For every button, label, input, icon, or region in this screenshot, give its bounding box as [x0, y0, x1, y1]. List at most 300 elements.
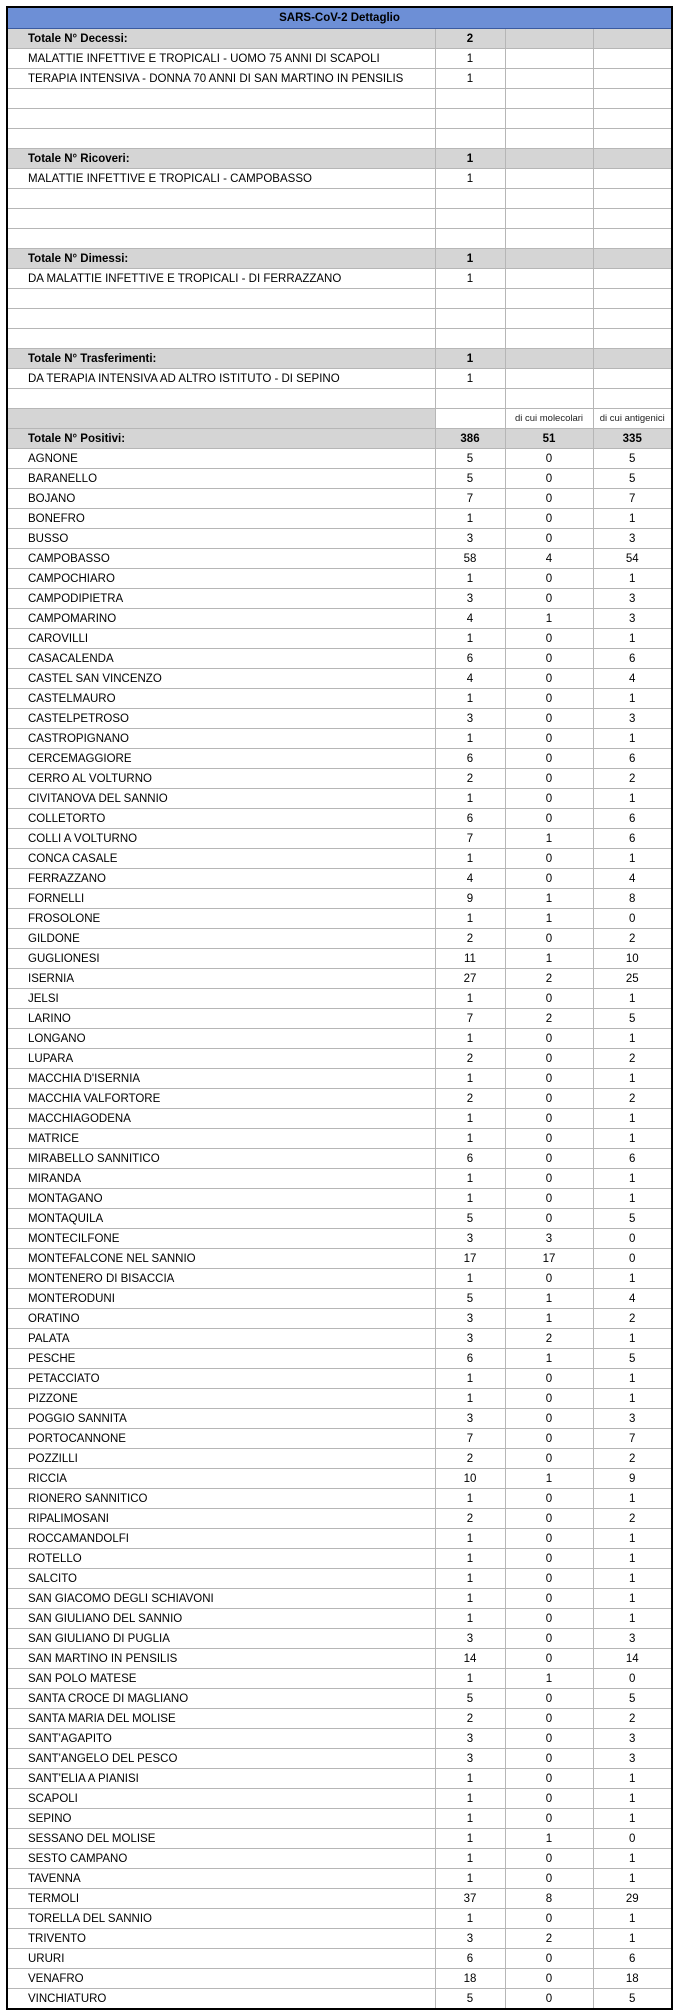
empty-cell — [505, 369, 593, 389]
empty-cell — [7, 409, 435, 429]
blank-row — [7, 389, 672, 409]
item-description: TERAPIA INTENSIVA - DONNA 70 ANNI DI SAN MARTINO IN PENSILIS — [7, 69, 435, 89]
municipality-name: CASTEL SAN VINCENZO — [7, 669, 435, 689]
municipality-row — [7, 909, 672, 929]
empty-cell — [7, 329, 435, 349]
municipality-row — [7, 1889, 672, 1909]
municipality-name: CERRO AL VOLTURNO — [7, 769, 435, 789]
municipality-name: RIPALIMOSANI — [7, 1509, 435, 1529]
positive-count: 37 — [435, 1889, 505, 1909]
antigenic-count: 5 — [593, 1689, 672, 1709]
municipality-name: VENAFRO — [7, 1969, 435, 1989]
municipality-row — [7, 1609, 672, 1629]
blank-row — [7, 189, 672, 209]
municipality-row — [7, 1849, 672, 1869]
municipality-name: MACCHIA VALFORTORE — [7, 1089, 435, 1109]
empty-cell — [593, 49, 672, 69]
municipality-row — [7, 1329, 672, 1349]
empty-cell — [7, 229, 435, 249]
molecular-count: 2 — [505, 969, 593, 989]
empty-cell — [593, 389, 672, 409]
molecular-count: 0 — [505, 1809, 593, 1829]
antigenic-count: 25 — [593, 969, 672, 989]
municipality-row — [7, 1109, 672, 1129]
municipality-row — [7, 1049, 672, 1069]
municipality-name: CAMPOMARINO — [7, 609, 435, 629]
molecular-count: 1 — [505, 1669, 593, 1689]
antigenic-count: 1 — [593, 569, 672, 589]
municipality-row — [7, 749, 672, 769]
municipality-row — [7, 1929, 672, 1949]
molecular-count: 0 — [505, 569, 593, 589]
antigenic-count: 1 — [593, 1169, 672, 1189]
municipality-row — [7, 629, 672, 649]
municipality-row — [7, 809, 672, 829]
molecular-count: 0 — [505, 1509, 593, 1529]
empty-cell — [435, 189, 505, 209]
antigenic-count: 1 — [593, 1389, 672, 1409]
antigenic-count: 8 — [593, 889, 672, 909]
molecular-count: 3 — [505, 1229, 593, 1249]
molecular-count: 0 — [505, 1709, 593, 1729]
positivi-header-row — [7, 429, 672, 449]
molecular-count: 0 — [505, 1909, 593, 1929]
section-total: 2 — [435, 29, 505, 49]
section-total: 1 — [435, 349, 505, 369]
municipality-row — [7, 1569, 672, 1589]
positive-count: 1 — [435, 1669, 505, 1689]
molecular-count: 0 — [505, 1689, 593, 1709]
positive-count: 1 — [435, 1109, 505, 1129]
antigenic-count: 1 — [593, 689, 672, 709]
positive-count: 2 — [435, 1709, 505, 1729]
item-count: 1 — [435, 69, 505, 89]
empty-cell — [593, 29, 672, 49]
positive-count: 7 — [435, 1009, 505, 1029]
antigenic-count: 7 — [593, 1429, 672, 1449]
municipality-row — [7, 1989, 672, 2010]
empty-cell — [593, 69, 672, 89]
municipality-row — [7, 1729, 672, 1749]
section-total: 1 — [435, 249, 505, 269]
positivi-molecolari-total: 51 — [505, 429, 593, 449]
municipality-name: AGNONE — [7, 449, 435, 469]
molecular-count: 0 — [505, 1029, 593, 1049]
empty-cell — [505, 209, 593, 229]
molecular-count: 0 — [505, 509, 593, 529]
molecular-count: 17 — [505, 1249, 593, 1269]
antigenic-count: 4 — [593, 1289, 672, 1309]
municipality-name: SAN MARTINO IN PENSILIS — [7, 1649, 435, 1669]
municipality-name: MIRANDA — [7, 1169, 435, 1189]
molecular-count: 0 — [505, 929, 593, 949]
empty-cell — [593, 169, 672, 189]
empty-cell — [435, 289, 505, 309]
antigenic-count: 6 — [593, 649, 672, 669]
antigenic-count: 1 — [593, 1189, 672, 1209]
antigenic-count: 3 — [593, 1749, 672, 1769]
municipality-name: SANT'AGAPITO — [7, 1729, 435, 1749]
antigenic-count: 5 — [593, 1989, 672, 2010]
antigenic-count: 3 — [593, 709, 672, 729]
municipality-row — [7, 1709, 672, 1729]
empty-cell — [435, 409, 505, 429]
municipality-row — [7, 1869, 672, 1889]
municipality-name: CERCEMAGGIORE — [7, 749, 435, 769]
positive-count: 7 — [435, 1429, 505, 1449]
molecular-count: 0 — [505, 729, 593, 749]
molecular-count: 0 — [505, 1789, 593, 1809]
molecular-count: 2 — [505, 1929, 593, 1949]
section-header-row — [7, 29, 672, 49]
municipality-row — [7, 1269, 672, 1289]
municipality-name: JELSI — [7, 989, 435, 1009]
municipality-row — [7, 649, 672, 669]
positive-count: 7 — [435, 489, 505, 509]
municipality-name: MACCHIA D'ISERNIA — [7, 1069, 435, 1089]
positive-count: 2 — [435, 1089, 505, 1109]
municipality-name: BARANELLO — [7, 469, 435, 489]
empty-cell — [505, 169, 593, 189]
antigenic-count: 3 — [593, 529, 672, 549]
molecular-count: 0 — [505, 1649, 593, 1669]
empty-cell — [505, 269, 593, 289]
blank-row — [7, 209, 672, 229]
municipality-name: PESCHE — [7, 1349, 435, 1369]
positive-count: 5 — [435, 1209, 505, 1229]
antigenic-count: 4 — [593, 669, 672, 689]
antigenic-count: 29 — [593, 1889, 672, 1909]
positive-count: 2 — [435, 929, 505, 949]
empty-cell — [7, 129, 435, 149]
municipality-name: PORTOCANNONE — [7, 1429, 435, 1449]
municipality-row — [7, 1749, 672, 1769]
positive-count: 11 — [435, 949, 505, 969]
municipality-name: CIVITANOVA DEL SANNIO — [7, 789, 435, 809]
municipality-row — [7, 1129, 672, 1149]
antigenic-count: 1 — [593, 729, 672, 749]
municipality-name: TORELLA DEL SANNIO — [7, 1909, 435, 1929]
antigenic-count: 9 — [593, 1469, 672, 1489]
positive-count: 3 — [435, 1309, 505, 1329]
molecular-count: 0 — [505, 449, 593, 469]
municipality-name: PALATA — [7, 1329, 435, 1349]
molecular-count: 0 — [505, 1769, 593, 1789]
blank-row — [7, 309, 672, 329]
municipality-row — [7, 1009, 672, 1029]
municipality-row — [7, 1369, 672, 1389]
antigenic-count: 2 — [593, 1309, 672, 1329]
empty-cell — [7, 89, 435, 109]
municipality-name: SANTA CROCE DI MAGLIANO — [7, 1689, 435, 1709]
municipality-row — [7, 929, 672, 949]
municipality-name: TRIVENTO — [7, 1929, 435, 1949]
municipality-row — [7, 609, 672, 629]
municipality-row — [7, 489, 672, 509]
antigenic-count: 5 — [593, 1009, 672, 1029]
municipality-row — [7, 449, 672, 469]
empty-cell — [505, 69, 593, 89]
antigenic-count: 5 — [593, 1349, 672, 1369]
positive-count: 1 — [435, 1569, 505, 1589]
molecular-count: 0 — [505, 1529, 593, 1549]
municipality-row — [7, 849, 672, 869]
molecular-count: 1 — [505, 1349, 593, 1369]
section-item-row — [7, 49, 672, 69]
empty-cell — [7, 109, 435, 129]
positive-count: 10 — [435, 1469, 505, 1489]
municipality-name: BUSSO — [7, 529, 435, 549]
municipality-name: MONTENERO DI BISACCIA — [7, 1269, 435, 1289]
antigenic-count: 4 — [593, 869, 672, 889]
empty-cell — [505, 89, 593, 109]
molecular-count: 2 — [505, 1329, 593, 1349]
municipality-row — [7, 1089, 672, 1109]
empty-cell — [593, 309, 672, 329]
municipality-name: SAN POLO MATESE — [7, 1669, 435, 1689]
empty-cell — [505, 349, 593, 369]
positive-count: 1 — [435, 909, 505, 929]
municipality-name: SAN GIULIANO DEL SANNIO — [7, 1609, 435, 1629]
empty-cell — [505, 29, 593, 49]
positive-count: 3 — [435, 1929, 505, 1949]
antigenic-count: 6 — [593, 1149, 672, 1169]
empty-cell — [435, 129, 505, 149]
positive-count: 1 — [435, 1789, 505, 1809]
municipality-name: URURI — [7, 1949, 435, 1969]
empty-cell — [593, 129, 672, 149]
municipality-name: LARINO — [7, 1009, 435, 1029]
municipality-name: SEPINO — [7, 1809, 435, 1829]
report-table-body — [7, 7, 672, 2009]
molecular-count: 0 — [505, 649, 593, 669]
municipality-name: ISERNIA — [7, 969, 435, 989]
molecular-count: 0 — [505, 709, 593, 729]
positive-count: 1 — [435, 629, 505, 649]
antigenic-count: 5 — [593, 449, 672, 469]
antigenic-count: 1 — [593, 1909, 672, 1929]
molecular-count: 0 — [505, 1869, 593, 1889]
municipality-name: COLLI A VOLTURNO — [7, 829, 435, 849]
municipality-name: CAMPOBASSO — [7, 549, 435, 569]
municipality-row — [7, 1249, 672, 1269]
section-header-row — [7, 149, 672, 169]
section-label: Totale N° Dimessi: — [7, 249, 435, 269]
item-count: 1 — [435, 49, 505, 69]
antigenic-count: 1 — [593, 1849, 672, 1869]
positive-count: 1 — [435, 1609, 505, 1629]
molecular-count: 0 — [505, 1569, 593, 1589]
antigenic-count: 2 — [593, 1049, 672, 1069]
municipality-row — [7, 1209, 672, 1229]
positive-count: 3 — [435, 1729, 505, 1749]
municipality-row — [7, 969, 672, 989]
antigenic-count: 2 — [593, 1089, 672, 1109]
antigenic-count: 1 — [593, 1329, 672, 1349]
empty-cell — [505, 249, 593, 269]
empty-cell — [505, 189, 593, 209]
municipality-name: ORATINO — [7, 1309, 435, 1329]
antigenic-count: 1 — [593, 1769, 672, 1789]
empty-cell — [593, 349, 672, 369]
report-sheet — [6, 6, 671, 2010]
municipality-row — [7, 1389, 672, 1409]
municipality-name: SANTA MARIA DEL MOLISE — [7, 1709, 435, 1729]
molecular-count: 4 — [505, 549, 593, 569]
empty-cell — [7, 309, 435, 329]
section-label: Totale N° Decessi: — [7, 29, 435, 49]
positive-count: 2 — [435, 1509, 505, 1529]
municipality-row — [7, 509, 672, 529]
antigenic-count: 1 — [593, 1129, 672, 1149]
empty-cell — [435, 109, 505, 129]
item-description: DA TERAPIA INTENSIVA AD ALTRO ISTITUTO - DI SEPINO — [7, 369, 435, 389]
molecular-count: 0 — [505, 989, 593, 1009]
municipality-name: ROCCAMANDOLFI — [7, 1529, 435, 1549]
antigenic-count: 5 — [593, 469, 672, 489]
positive-count: 2 — [435, 769, 505, 789]
municipality-row — [7, 869, 672, 889]
positive-count: 1 — [435, 1489, 505, 1509]
antigenic-count: 1 — [593, 1569, 672, 1589]
molecular-count: 0 — [505, 629, 593, 649]
molecular-count: 0 — [505, 1389, 593, 1409]
municipality-row — [7, 729, 672, 749]
positivi-antigenici-total: 335 — [593, 429, 672, 449]
municipality-row — [7, 789, 672, 809]
molecular-count: 0 — [505, 1749, 593, 1769]
municipality-name: ROTELLO — [7, 1549, 435, 1569]
antigenic-count: 3 — [593, 609, 672, 629]
municipality-name: POZZILLI — [7, 1449, 435, 1469]
municipality-name: POGGIO SANNITA — [7, 1409, 435, 1429]
empty-cell — [505, 289, 593, 309]
municipality-row — [7, 1669, 672, 1689]
molecular-count: 1 — [505, 1289, 593, 1309]
antigenic-count: 1 — [593, 789, 672, 809]
municipality-name: CASTELMAURO — [7, 689, 435, 709]
antigenic-count: 1 — [593, 1029, 672, 1049]
positive-count: 1 — [435, 729, 505, 749]
positive-count: 4 — [435, 869, 505, 889]
empty-cell — [435, 89, 505, 109]
molecular-count: 0 — [505, 1049, 593, 1069]
report-title: SARS-CoV-2 Dettaglio — [7, 7, 672, 29]
molecular-count: 0 — [505, 1989, 593, 2010]
section-header-row — [7, 249, 672, 269]
positive-count: 1 — [435, 1549, 505, 1569]
empty-cell — [505, 149, 593, 169]
municipality-name: PIZZONE — [7, 1389, 435, 1409]
municipality-row — [7, 569, 672, 589]
antigenic-count: 1 — [593, 1489, 672, 1509]
antigenic-count: 1 — [593, 509, 672, 529]
municipality-name: SALCITO — [7, 1569, 435, 1589]
municipality-name: GILDONE — [7, 929, 435, 949]
antigenic-count: 2 — [593, 769, 672, 789]
municipality-name: GUGLIONESI — [7, 949, 435, 969]
empty-cell — [505, 389, 593, 409]
blank-row — [7, 289, 672, 309]
molecular-count: 0 — [505, 1549, 593, 1569]
municipality-row — [7, 1589, 672, 1609]
positive-count: 5 — [435, 1689, 505, 1709]
municipality-row — [7, 549, 672, 569]
positive-count: 1 — [435, 1529, 505, 1549]
municipality-row — [7, 529, 672, 549]
section-header-row — [7, 349, 672, 369]
municipality-row — [7, 1229, 672, 1249]
empty-cell — [7, 209, 435, 229]
municipality-name: MONTAQUILA — [7, 1209, 435, 1229]
item-count: 1 — [435, 169, 505, 189]
municipality-name: RIONERO SANNITICO — [7, 1489, 435, 1509]
antigenic-count: 0 — [593, 1829, 672, 1849]
municipality-row — [7, 1529, 672, 1549]
positive-count: 17 — [435, 1249, 505, 1269]
positive-count: 1 — [435, 1909, 505, 1929]
molecular-count: 0 — [505, 1149, 593, 1169]
positive-count: 2 — [435, 1449, 505, 1469]
positivi-label: Totale N° Positivi: — [7, 429, 435, 449]
empty-cell — [7, 189, 435, 209]
molecular-count: 0 — [505, 1169, 593, 1189]
molecular-count: 0 — [505, 1429, 593, 1449]
positive-count: 3 — [435, 1629, 505, 1649]
positive-count: 1 — [435, 1069, 505, 1089]
molecular-count: 0 — [505, 689, 593, 709]
empty-cell — [593, 189, 672, 209]
molecular-count: 0 — [505, 1609, 593, 1629]
municipality-name: MATRICE — [7, 1129, 435, 1149]
antigenic-count: 1 — [593, 1789, 672, 1809]
antigenic-count: 3 — [593, 1629, 672, 1649]
municipality-row — [7, 1449, 672, 1469]
antigenic-count: 6 — [593, 1949, 672, 1969]
empty-cell — [505, 129, 593, 149]
positive-count: 4 — [435, 669, 505, 689]
municipality-row — [7, 1549, 672, 1569]
municipality-row — [7, 1949, 672, 1969]
positive-count: 14 — [435, 1649, 505, 1669]
antigenic-count: 18 — [593, 1969, 672, 1989]
municipality-name: FERRAZZANO — [7, 869, 435, 889]
antigenic-count: 2 — [593, 1709, 672, 1729]
section-item-row — [7, 269, 672, 289]
item-description: MALATTIE INFETTIVE E TROPICALI - UOMO 75 ANNI DI SCAPOLI — [7, 49, 435, 69]
municipality-name: MONTECILFONE — [7, 1229, 435, 1249]
positive-count: 5 — [435, 469, 505, 489]
empty-cell — [505, 329, 593, 349]
molecular-count: 0 — [505, 1069, 593, 1089]
blank-row — [7, 129, 672, 149]
molecular-count: 0 — [505, 849, 593, 869]
municipality-name: FROSOLONE — [7, 909, 435, 929]
positive-count: 1 — [435, 1269, 505, 1289]
empty-cell — [505, 309, 593, 329]
municipality-row — [7, 989, 672, 1009]
municipality-row — [7, 1689, 672, 1709]
positive-count: 1 — [435, 1829, 505, 1849]
antigenic-count: 54 — [593, 549, 672, 569]
antigenic-count: 1 — [593, 1809, 672, 1829]
antigenic-count: 0 — [593, 1669, 672, 1689]
municipality-name: TERMOLI — [7, 1889, 435, 1909]
positive-count: 1 — [435, 1809, 505, 1829]
report-table — [6, 6, 673, 2010]
section-label: Totale N° Trasferimenti: — [7, 349, 435, 369]
section-item-row — [7, 169, 672, 189]
